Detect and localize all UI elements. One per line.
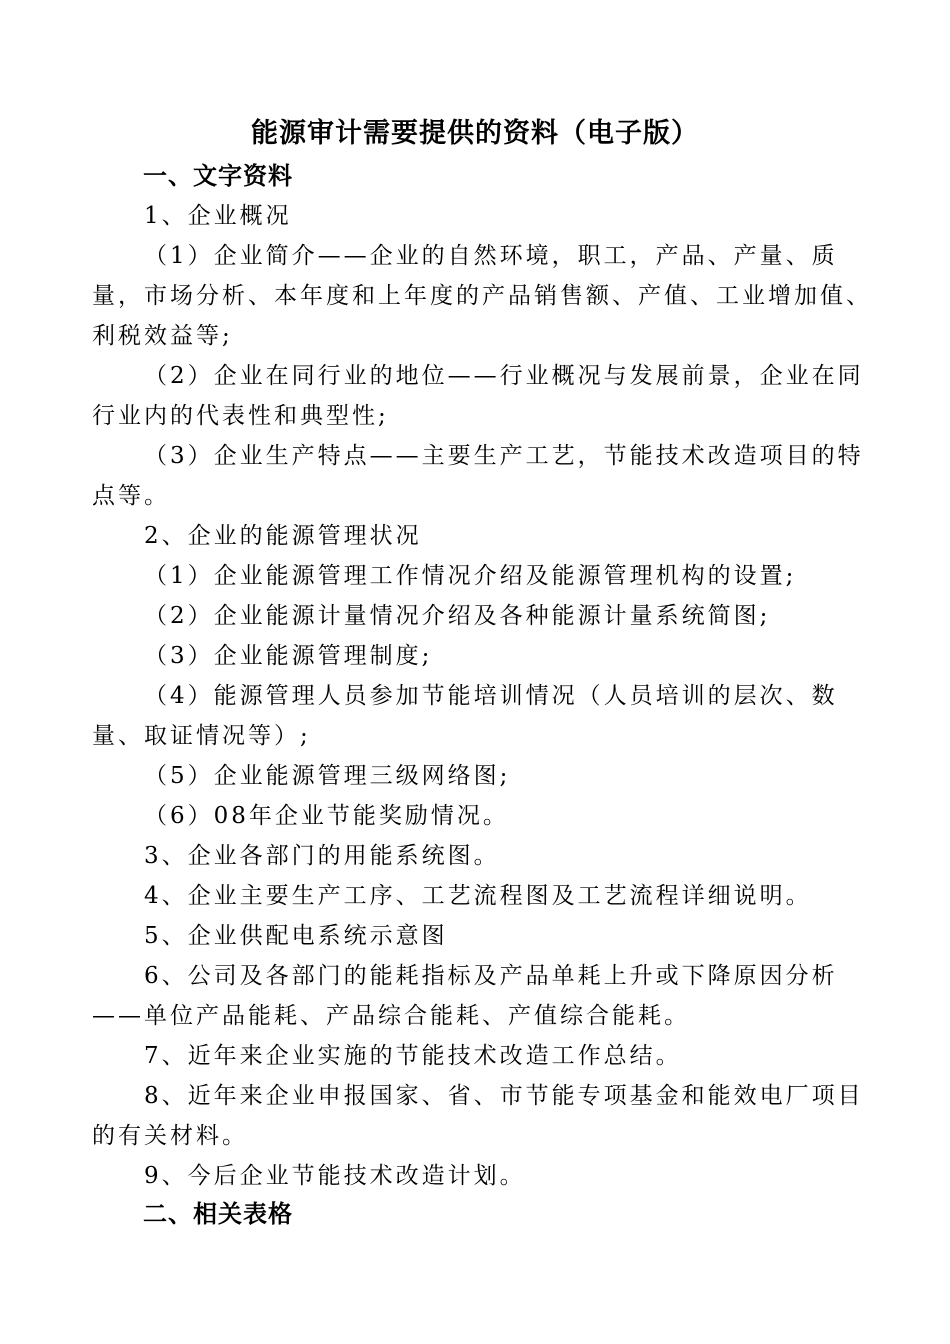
document-title: 能源审计需要提供的资料（电子版） <box>251 118 699 149</box>
item-future-retrofit-plan: 9、今后企业节能技术改造计划。 <box>144 1163 526 1189</box>
item-energy-consumption-analysis: 6、公司及各部门的能耗指标及产品单耗上升或下降原因分析——单位产品能耗、产品综合能耗、产值综合能耗。 <box>92 963 838 1029</box>
item-energy-management-status: 2、企业的能源管理状况 <box>144 523 422 549</box>
section-heading-related-tables: 二、相关表格 <box>143 1199 293 1228</box>
item-company-profile: （1）企业简介——企业的自然环境，职工，产品、产量、质量，市场分析、本年度和上年度的产品销售额、产值、工业增加值、利税效益等; <box>92 243 872 349</box>
item-process-flow: 4、企业主要生产工序、工艺流程图及工艺流程详细说明。 <box>144 883 812 909</box>
item-retrofit-summary: 7、近年来企业实施的节能技术改造工作总结。 <box>144 1043 682 1069</box>
item-industry-position: （2）企业在同行业的地位——行业概况与发展前景，企业在同行业内的代表性和典型性; <box>92 363 864 429</box>
item-power-distribution: 5、企业供配电系统示意图 <box>144 923 448 949</box>
item-energy-saving-rewards: （6）08年企业节能奖励情况。 <box>144 803 509 829</box>
item-department-energy-system: 3、企业各部门的用能系统图。 <box>144 843 500 869</box>
item-three-level-network: （5）企业能源管理三级网络图; <box>144 763 511 789</box>
item-special-fund-materials: 8、近年来企业申报国家、省、市节能专项基金和能效电厂项目的有关材料。 <box>92 1083 864 1149</box>
item-production-features: （3）企业生产特点——主要生产工艺，节能技术改造项目的特点等。 <box>92 443 864 509</box>
item-company-overview: 1、企业概况 <box>144 203 292 229</box>
item-energy-management-rules: （3）企业能源管理制度; <box>144 643 433 669</box>
item-energy-training: （4）能源管理人员参加节能培训情况（人员培训的层次、数量、取证情况等）; <box>92 683 838 749</box>
item-energy-management-work: （1）企业能源管理工作情况介绍及能源管理机构的设置; <box>144 563 797 589</box>
item-energy-metering: （2）企业能源计量情况介绍及各种能源计量系统简图; <box>144 603 771 629</box>
section-heading-text-materials: 一、文字资料 <box>143 161 293 190</box>
